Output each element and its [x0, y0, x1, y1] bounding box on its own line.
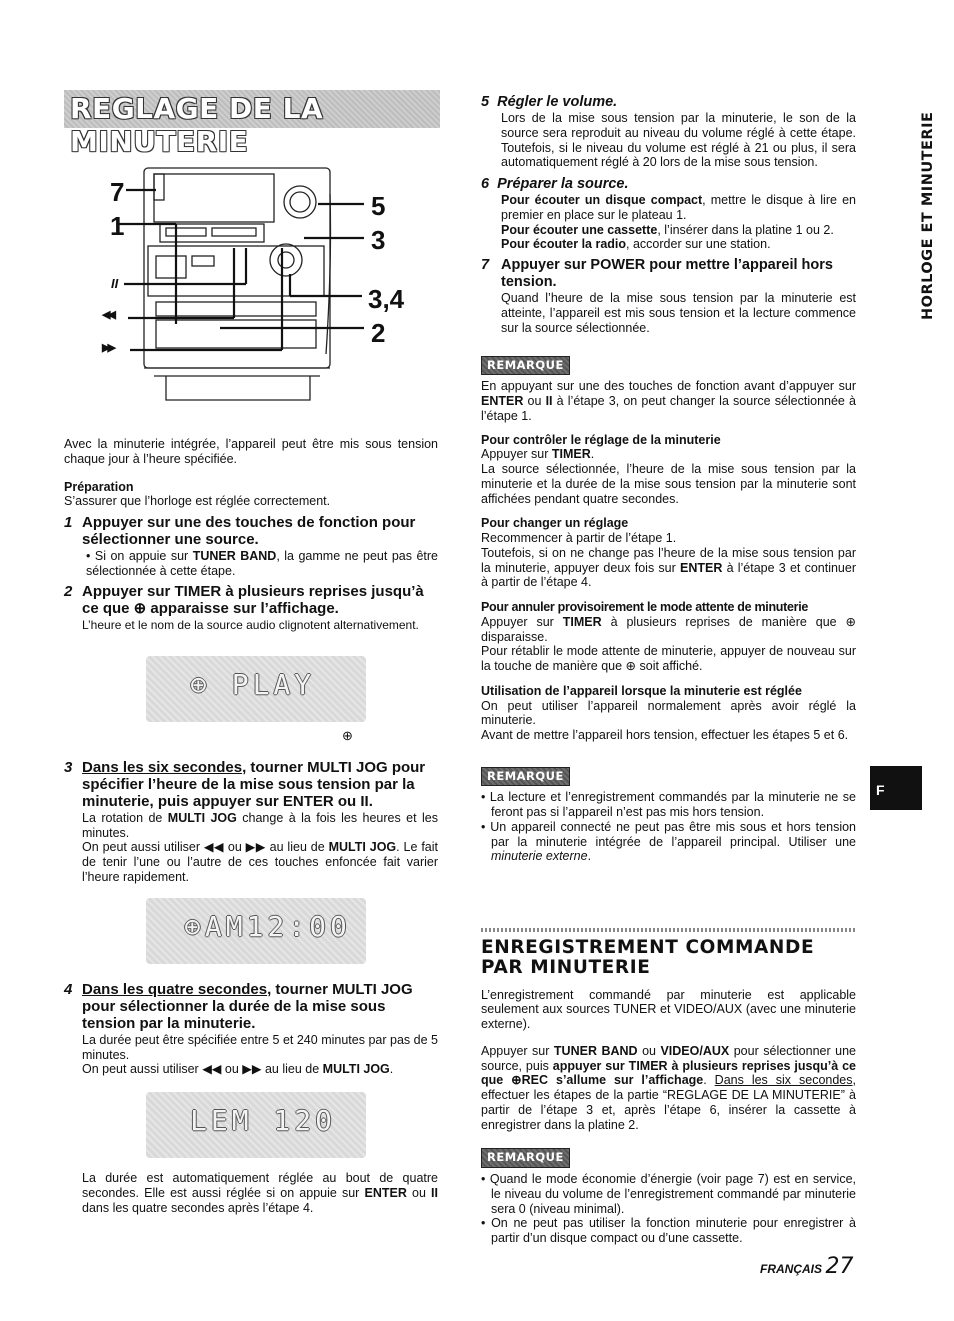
use-while-set-text-2: Avant de mettre l’appareil hors tension, effectuer les étapes 5 et 6. [481, 728, 849, 742]
figure-label-7: 7 [110, 177, 125, 207]
remark-2-bullet-1: • La lecture et l’enregistrement commandés par la minuterie ne se feront pas si l’appareil n’est pas mis hors tension. [481, 790, 856, 820]
step-3-text-2: On peut aussi utiliser ◀◀ ou ▶▶ au lieu de MULTI JOG. Le fait de tenir l’une ou l’autre de ces touches enfoncée fait varier l’heure rapidement. [82, 840, 439, 884]
remark-badge-3: REMARQUE [481, 1148, 570, 1168]
figure-label-3-4: 3,4 [368, 284, 405, 314]
heading-use-while-set: Utilisation de l’appareil lorsque la minuterie est réglée [481, 683, 802, 698]
section-title-band [64, 90, 440, 159]
remark-badge-1: REMARQUE [481, 356, 570, 376]
cancel-standby-text-2: Pour rétablir le mode attente de minuterie, appuyer de nouveau sur la touche de manière que ⊕ soit affiché. [481, 644, 856, 673]
step-7-text: Quand l’heure de la mise sous tension par la minuterie est atteinte, l’appareil est mis sous tension et la lecture commence sur la source sélectionnée. [501, 291, 856, 335]
left-column-steps-3 [64, 760, 438, 885]
page-footer [760, 1254, 853, 1280]
step-2-title: Appuyer sur TIMER à plusieurs reprises jusqu’à ce que ⊕ apparaisse sur l’affichage. [82, 583, 424, 618]
left-column-step-4 [64, 982, 438, 1077]
page-number: 27 [825, 1254, 854, 1279]
figure-label-1: 1 [110, 211, 125, 241]
step-4-note [82, 1171, 438, 1215]
section-title: REGLAGE DE LA MINUTERIE [70, 92, 324, 159]
intro-text: Avec la minuterie intégrée, l’appareil peut être mis sous tension chaque jour à l’heure spécifiée. [64, 437, 438, 466]
step-4-text-1: La durée peut être spécifiée entre 5 et 240 minutes par pas de 5 minutes. [82, 1032, 438, 1062]
step-2-heading [64, 584, 438, 618]
right-column-recording [481, 938, 856, 1246]
step-4-heading: 4 Dans les quatre secondes, tourner MULTI JOG pour sélectionner la durée de la mise sous tension par la minuterie. [64, 981, 413, 1032]
right-column [481, 94, 856, 864]
language-tab-letter: F [876, 782, 885, 798]
remark-badge-2: REMARQUE [481, 767, 570, 787]
step-2-text: L’heure et le nom de la source audio clignotent alternativement. [82, 618, 419, 633]
figure-label-rewind: ◀◀ [102, 309, 113, 321]
change-setting-text-2: Toutefois, si on ne change pas l’heure de la mise sous tension par la minuterie, appuyer deux fois sur ENTER à l’étape 3 et continuer à partir de l’étape 4. [481, 545, 857, 590]
step-5-text: Lors de la mise sous tension par la minuterie, le son de la source sera reproduit au niveau du volume réglé à cette étape. Toutefois, si le niveau du volume est réglé à 21 ou plus, il sera automatiquement réglé à 20 lors de la mise sous tension. [501, 111, 856, 170]
figure-label-2: 2 [371, 318, 386, 348]
remark-2-bullet-2: • Un appareil connecté ne peut pas être mis sous et hors tension par la minuterie intégrée de l’appareil principal. Utiliser une minuterie externe. [481, 819, 856, 864]
recording-text-1: L’enregistrement commandé par minuterie est applicable seulement aux sources TUNER et VIDEO/AUX (avec une minuterie externe). [481, 987, 856, 1032]
left-column [64, 437, 438, 632]
remark-3-bullet-1: • Quand le mode économie d’énergie (voir page 7) est en service, le niveau du volume de l’enregistrement commandé par minuterie sera 0 (niveau minimal). [481, 1172, 856, 1216]
step-6-text: Pour écouter un disque compact, mettre le disque à lire en premier en place sur le plateau 1. Pour écouter une cassette, l’insérer dans la platine 1 ou 2. Pour écouter la radio, accorder sur une station. [501, 193, 856, 252]
step-3-text-1: La rotation de MULTI JOG change à la fois les heures et les minutes. [82, 810, 438, 840]
heading-cancel-standby: Pour annuler provisoirement le mode attente de minuterie [481, 600, 809, 614]
figure-label-3: 3 [371, 225, 386, 255]
step-1-number: 1 [64, 514, 73, 531]
lcd-display-duration: LEM 120 [146, 1092, 366, 1158]
step-1-bullet: • Si on appuie sur TUNER BAND, la gamme ne peut pas être sélectionnée à cette étape. [86, 548, 438, 578]
control-timer-text-1: Appuyer sur TIMER. [481, 447, 595, 462]
heading-change-setting: Pour changer un réglage [481, 516, 629, 531]
use-while-set-text-1: On peut utiliser l’appareil normalement après avoir réglé la minuterie. [481, 698, 856, 728]
change-setting-text-1: Recommencer à partir de l’étape 1. [481, 531, 677, 545]
lcd-display-play: ⊕ PLAY [146, 656, 366, 722]
remark-3-bullet-2: • On ne peut pas utiliser la fonction minuterie pour enregistrer à partir d’un disque compact ou d’une cassette. [481, 1216, 856, 1245]
side-tab [914, 94, 954, 320]
figure-label-pause: II [111, 276, 119, 291]
heading-control-timer: Pour contrôler le réglage de la minuterie [481, 432, 721, 447]
recording-heading: ENREGISTREMENT COMMANDE PAR MINUTERIE [481, 937, 815, 979]
preparation-heading: Préparation [64, 479, 134, 494]
step-4-text-3: La durée est automatiquement réglée au bout de quatre secondes. Elle est aussi réglée si on appuie sur ENTER ou II dans les quatre secondes après l’étape 4. [82, 1171, 438, 1215]
footer-language: FRANÇAIS [760, 1262, 822, 1276]
step-1-heading [64, 515, 438, 549]
step-7-heading: 7 Appuyer sur POWER pour mettre l’appareil hors tension. [481, 257, 833, 291]
preparation-text: S’assurer que l’horloge est réglée correctement. [64, 494, 331, 509]
step-5-heading: 5 Régler le volume. [481, 94, 618, 110]
step-1-title: Appuyer sur une des touches de fonction pour sélectionner une source. [82, 514, 416, 548]
side-tab-label: HORLOGE ET MINUTERIE [920, 111, 936, 320]
lcd-display-time: ⊕AM12:00 [146, 898, 366, 964]
section-divider [481, 928, 856, 932]
step-6-heading: 6 Préparer la source. [481, 176, 629, 193]
recording-text-2: Appuyer sur TUNER BAND ou VIDEO/AUX pour sélectionner une source, puis appuyer sur TIMER à plusieurs reprises jusqu’à ce que ⊕REC s’allume sur l’affichage. Dans les six secondes, effectuer les étapes de la partie “REGLAGE DE LA MINUTERIE” à partir de l’étape 3 et, après l’étape 6, insérer la cassette à enregistrer dans la platine 2. [481, 1043, 856, 1132]
step-3-heading: 3 Dans les six secondes, tourner MULTI JOG pour spécifier l’heure de la mise sous tension par la minuterie, puis appuyer sur ENTER ou II. [64, 759, 426, 810]
language-tab [870, 766, 922, 810]
figure-label-5: 5 [371, 191, 386, 221]
remark-1-text: En appuyant sur une des touches de fonction avant d’appuyer sur ENTER ou II à l’étape 3, on peut changer la source sélectionnée à l’étape 1. [481, 379, 856, 423]
control-timer-text-2: La source sélectionnée, l’heure de la mise sous tension par la minuterie et la durée de la mise sous tension par la minuterie sont affichées pendant quatre secondes. [481, 462, 856, 506]
step-4-text-2: On peut aussi utiliser ◀◀ ou ▶▶ au lieu de MULTI JOG. [82, 1062, 394, 1077]
cancel-standby-text-1: Appuyer sur TIMER à plusieurs reprises de manière que ⊕ disparaisse. [481, 614, 856, 644]
step-2-number: 2 [64, 583, 73, 601]
timer-symbol: ⊕ [342, 728, 353, 743]
figure-label-forward: ▶▶ [102, 342, 113, 354]
